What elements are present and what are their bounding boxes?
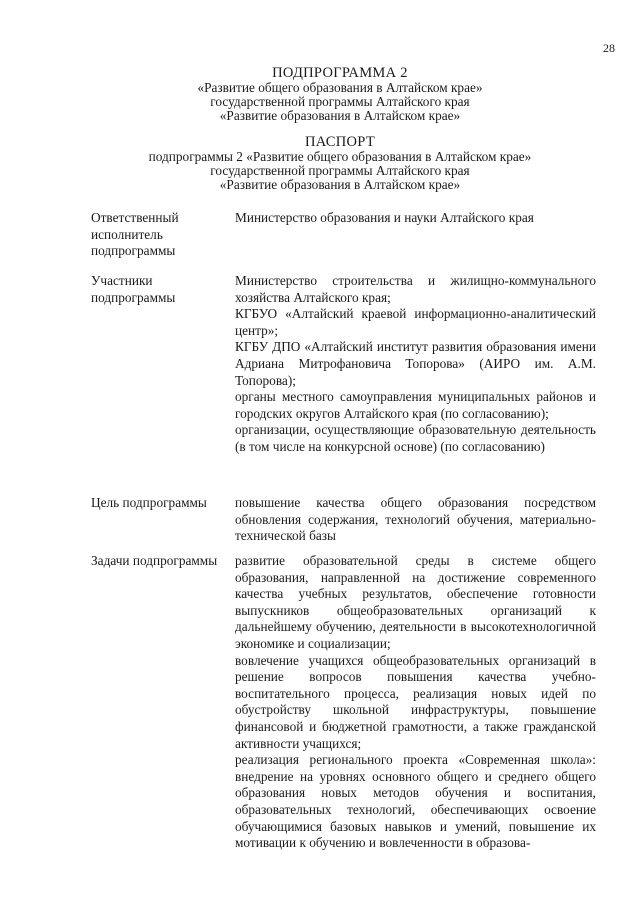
subprogram-title-block xyxy=(90,66,590,123)
row-value-paragraph: организации, осуществляющие образовательную деятельность (в том числе на конкурсной основе) (по согласованию) xyxy=(235,422,596,454)
row-label: Цель подпрограммы xyxy=(91,495,207,510)
row-value-paragraph: реализация регионального проекта «Современная школа»: внедрение на уровнях основного общего и среднего общего образования новых методов обучения и воспитания, образовательных технологий, обеспечивающих освоение обучающимися базовых навыков и умений, повышение их мотивации к обучению и вовлеченности в образова- xyxy=(235,752,596,851)
passport-title-block xyxy=(90,135,590,192)
row-value xyxy=(235,495,596,545)
subprogram-heading: ПОДПРОГРАММА 2 xyxy=(272,65,408,81)
row-label: Участники подпрограммы xyxy=(91,273,176,305)
row-value xyxy=(235,273,596,456)
row-value-paragraph: органы местного самоуправления муниципальных районов и городских округов Алтайского края (по согласованию); xyxy=(235,389,596,421)
row-value xyxy=(235,553,596,852)
row-value-paragraph: Министерство образования и науки Алтайского края xyxy=(235,210,534,225)
row-label: Ответственный исполнитель подпрограммы xyxy=(91,210,179,259)
row-value xyxy=(235,210,596,227)
row-value-paragraph: повышение качества общего образования посредством обновления содержания, технологий обучения, материально-технической базы xyxy=(235,495,596,544)
row-value-paragraph: вовлечение учащихся общеобразовательных организаций в решение вопросов повышения качества учебно-воспитательного процесса, реализация новых идей по обустройству школьной инфраструктуры, повышение финансовой и бюджетной грамотности, а также гражданской активности учащихся; xyxy=(235,652,596,751)
row-value-paragraph: КГБУ ДПО «Алтайский институт развития образования имени Адриана Митрофановича Топорова» (АИРО им. А.М. Топорова); xyxy=(235,339,596,388)
subprogram-title-line: «Развитие образования в Алтайском крае» xyxy=(219,108,461,123)
row-label: Задачи подпрограммы xyxy=(91,553,218,568)
page-number: 28 xyxy=(603,41,615,55)
passport-title-line: подпрограммы 2 «Развитие общего образования в Алтайском крае» xyxy=(148,149,532,164)
row-value-paragraph: КГБУО «Алтайский краевой информационно-аналитический центр»; xyxy=(235,306,596,338)
subprogram-title-line: государственной программы Алтайского края xyxy=(210,94,470,109)
row-value-paragraph: Министерство строительства и жилищно-коммунального хозяйства Алтайского края; xyxy=(235,273,596,305)
passport-heading: ПАСПОРТ xyxy=(304,134,376,150)
passport-title-line: государственной программы Алтайского края xyxy=(210,163,470,178)
row-value-paragraph: развитие образовательной среды в системе общего образования, направленной на достижение современного качества учебных результатов, обеспечение готовности выпускников общеобразовательных организаций к дальнейшему обучению, деятельности в высокотехнологичной экономике и социализации; xyxy=(235,553,596,651)
passport-title-line: «Развитие образования в Алтайском крае» xyxy=(219,177,461,192)
subprogram-title-line: «Развитие общего образования в Алтайском крае» xyxy=(197,80,483,95)
